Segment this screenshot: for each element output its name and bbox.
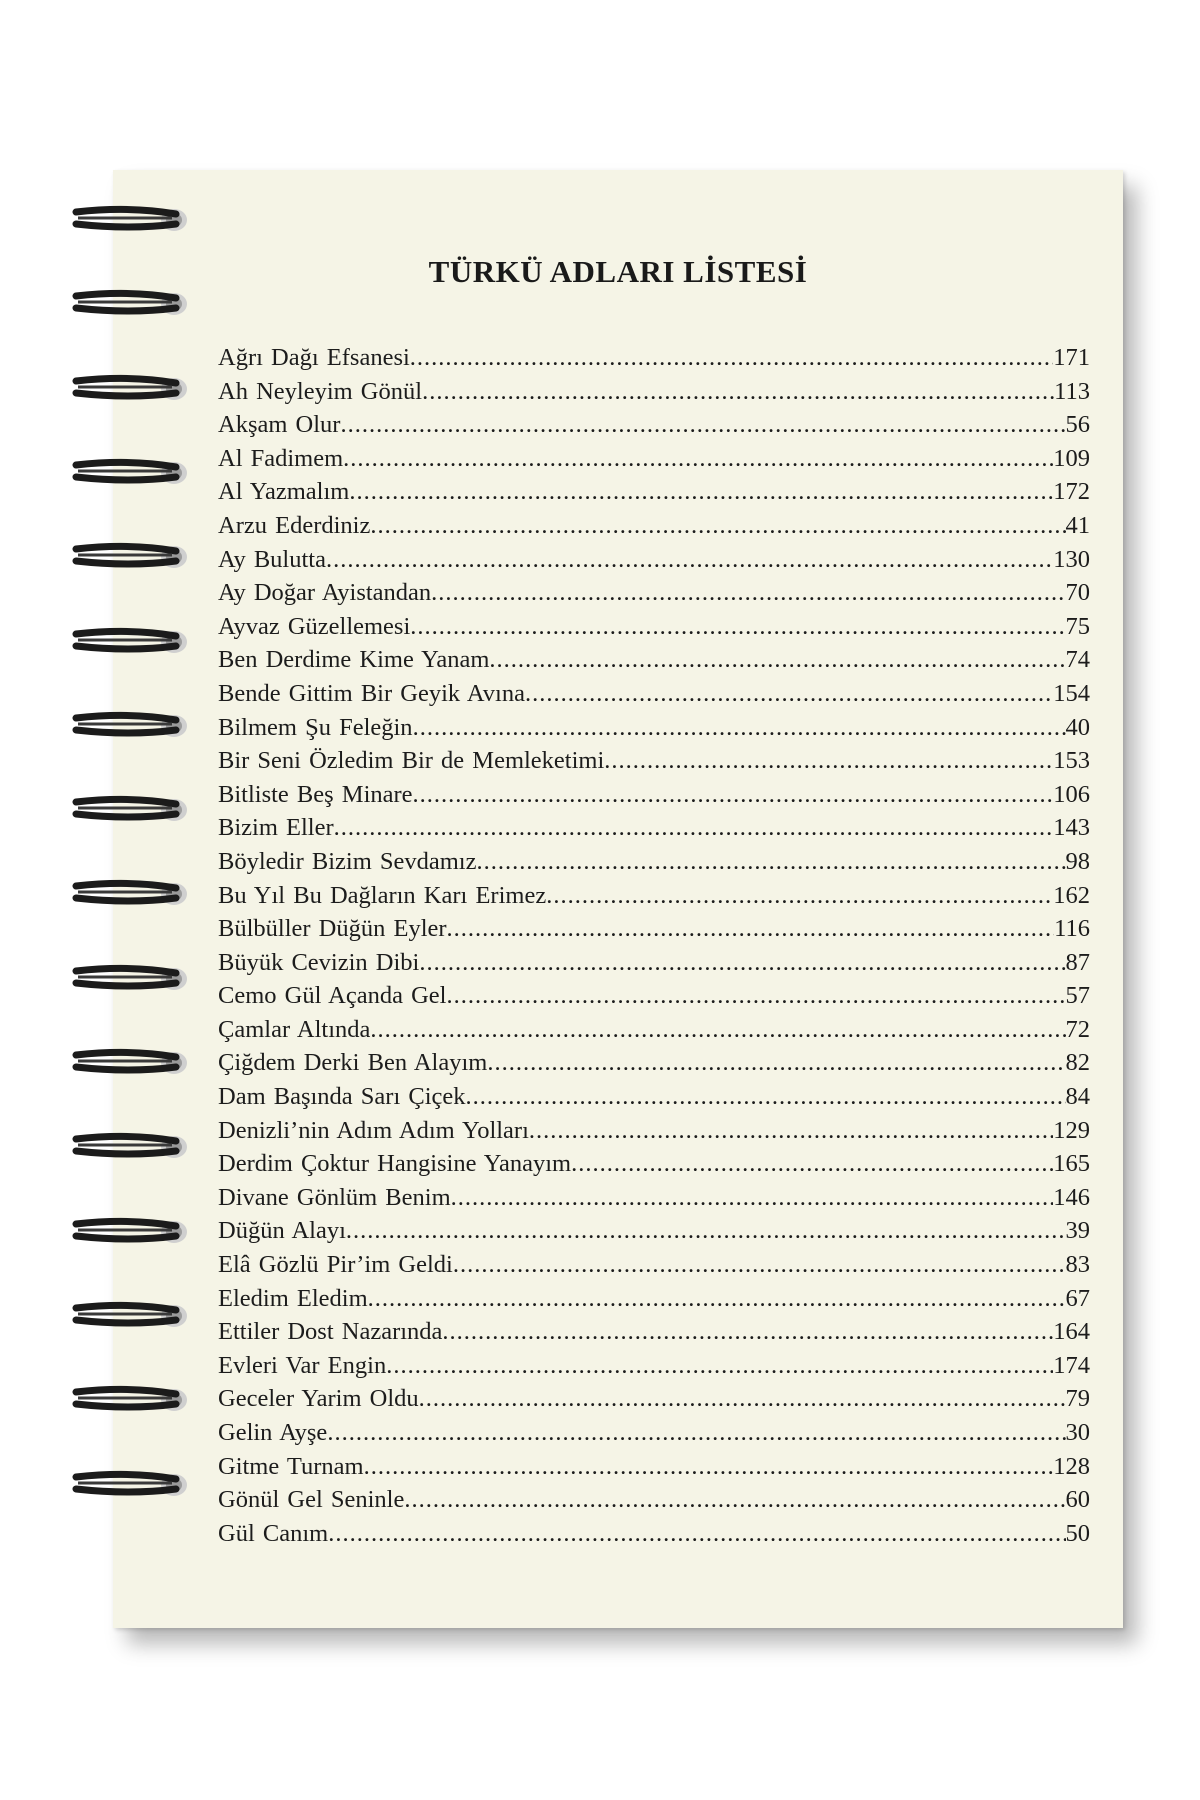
list-item	[218, 1117, 1090, 1151]
dot-leader	[328, 1520, 1065, 1548]
list-item	[218, 1184, 1090, 1218]
page-number: 72	[1065, 1015, 1090, 1043]
dot-leader	[431, 579, 1065, 607]
dot-leader	[422, 378, 1054, 406]
list-item	[218, 1150, 1090, 1184]
page-number: 98	[1065, 847, 1090, 875]
spiral-ring	[72, 624, 190, 658]
page-number: 67	[1065, 1284, 1090, 1312]
list-item	[218, 411, 1090, 445]
page-number: 82	[1065, 1049, 1090, 1077]
song-title: Gönül Gel Seninle	[218, 1486, 405, 1514]
list-item	[218, 445, 1090, 479]
dot-leader	[364, 1453, 1054, 1481]
list-item	[218, 478, 1090, 512]
dot-leader	[489, 646, 1065, 674]
spiral-ring	[72, 1045, 190, 1079]
song-title: Çiğdem Derki Ben Alayım	[218, 1049, 488, 1077]
song-title: Divane Gönlüm Benim	[218, 1183, 451, 1211]
list-item	[218, 1251, 1090, 1285]
list-item	[218, 1083, 1090, 1117]
page-number: 70	[1065, 579, 1090, 607]
list-item	[218, 1486, 1090, 1520]
list-item	[218, 714, 1090, 748]
list-item	[218, 949, 1090, 983]
page-number: 60	[1065, 1486, 1090, 1514]
song-title: Çamlar Altında	[218, 1015, 371, 1043]
page-number: 171	[1053, 344, 1090, 371]
page-number: 116	[1054, 915, 1090, 943]
dot-leader	[571, 1150, 1053, 1178]
dot-leader	[370, 512, 1065, 540]
song-title: Büyük Cevizin Dibi	[218, 948, 420, 976]
list-item	[218, 1385, 1090, 1419]
spiral-ring	[72, 1467, 190, 1501]
list-item	[218, 1217, 1090, 1251]
list-item	[218, 982, 1090, 1016]
dot-leader	[442, 1318, 1053, 1346]
page-number: 130	[1053, 545, 1090, 573]
dot-leader	[326, 546, 1053, 574]
song-title: Bir Seni Özledim Bir de Memleketimi	[218, 747, 605, 775]
list-item	[218, 1520, 1090, 1554]
song-title: Bu Yıl Bu Dağların Karı Erimez	[218, 881, 547, 909]
spiral-ring	[72, 1129, 190, 1163]
spiral-ring	[72, 455, 190, 489]
page-number: 153	[1053, 747, 1090, 775]
dot-leader	[447, 915, 1055, 943]
list-item	[218, 512, 1090, 546]
page-number: 129	[1053, 1116, 1090, 1144]
page-number: 40	[1065, 713, 1090, 741]
dot-leader	[413, 714, 1066, 742]
dot-leader	[413, 781, 1054, 809]
dot-leader	[546, 882, 1053, 910]
dot-leader	[368, 1285, 1066, 1313]
page-number: 154	[1053, 679, 1090, 707]
list-item	[218, 915, 1090, 949]
song-title: Bilmem Şu Feleğin	[218, 713, 413, 741]
song-title: Bizim Eller	[218, 814, 334, 842]
list-item	[218, 1285, 1090, 1319]
song-title: Eledim Eledim	[218, 1284, 368, 1312]
dot-leader	[404, 1486, 1065, 1514]
page-number: 174	[1053, 1351, 1090, 1379]
dot-leader	[447, 982, 1066, 1010]
dot-leader	[343, 445, 1053, 473]
page-number: 109	[1053, 444, 1090, 472]
dot-leader	[327, 1419, 1065, 1447]
song-title: Bitliste Beş Minare	[218, 780, 413, 808]
list-item	[218, 1352, 1090, 1386]
page-number: 84	[1065, 1083, 1090, 1111]
dot-leader	[419, 949, 1065, 977]
list-item	[218, 680, 1090, 714]
page-number: 164	[1053, 1318, 1090, 1346]
list-item	[218, 546, 1090, 580]
song-title: Düğün Alayı	[218, 1217, 346, 1245]
list-item	[218, 1016, 1090, 1050]
song-title: Derdim Çoktur Hangisine Yanayım	[218, 1150, 572, 1178]
spiral-ring	[72, 539, 190, 573]
song-title: Bülbüller Düğün Eyler	[218, 915, 447, 943]
list-item	[218, 378, 1090, 412]
list-item	[218, 344, 1090, 378]
page-number: 143	[1053, 814, 1090, 842]
song-title: Ayvaz Güzellemesi	[218, 612, 411, 640]
dot-leader	[349, 478, 1053, 506]
song-title: Ağrı Dağı Efsanesi	[218, 344, 410, 371]
song-title: Ah Neyleyim Gönül	[218, 377, 423, 405]
list-item	[218, 646, 1090, 680]
song-title: Gitme Turnam	[218, 1452, 364, 1480]
spiral-ring	[72, 961, 190, 995]
page-number: 41	[1065, 511, 1090, 539]
song-title: Al Yazmalım	[218, 478, 350, 506]
list-item	[218, 613, 1090, 647]
song-title: Gelin Ayşe	[218, 1419, 328, 1446]
dot-leader	[410, 613, 1065, 641]
song-title: Gül Canım	[218, 1519, 329, 1547]
dot-leader	[529, 1117, 1053, 1145]
song-title: Al Fadimem	[218, 444, 344, 472]
page-number: 30	[1065, 1419, 1090, 1446]
song-title: Dam Başında Sarı Çiçek	[218, 1083, 466, 1111]
spiral-ring	[72, 286, 190, 320]
page-number: 74	[1065, 646, 1090, 674]
list-item	[218, 579, 1090, 613]
song-title: Denizli’nin Adım Adım Yolları	[218, 1116, 529, 1144]
dot-leader	[604, 747, 1053, 775]
list-item	[218, 814, 1090, 848]
song-title: Ettiler Dost Nazarında	[218, 1318, 443, 1346]
list-item	[218, 882, 1090, 916]
page-number: 165	[1053, 1150, 1090, 1178]
list-item	[218, 1318, 1090, 1352]
spiral-ring	[72, 792, 190, 826]
dot-leader	[386, 1352, 1053, 1380]
page-number: 56	[1065, 411, 1090, 439]
dot-leader	[466, 1083, 1066, 1111]
page-number: 50	[1065, 1519, 1090, 1547]
dot-leader	[370, 1016, 1065, 1044]
spiral-ring	[72, 1382, 190, 1416]
spiral-ring	[72, 202, 190, 236]
list-item	[218, 1419, 1090, 1453]
song-title: Böyledir Bizim Sevdamız	[218, 847, 477, 875]
song-title: Cemo Gül Açanda Gel	[218, 982, 447, 1010]
page-number: 172	[1053, 478, 1090, 506]
song-title: Akşam Olur	[218, 411, 341, 439]
page-number: 162	[1053, 881, 1090, 909]
list-item	[218, 1453, 1090, 1487]
dot-leader	[525, 680, 1053, 708]
song-title: Ay Doğar Ayistandan	[218, 579, 432, 607]
song-title: Geceler Yarim Oldu	[218, 1385, 419, 1413]
page-number: 106	[1053, 780, 1090, 808]
page-number: 83	[1065, 1251, 1090, 1279]
dot-leader	[410, 344, 1053, 372]
list-item	[218, 1049, 1090, 1083]
song-title: Arzu Ederdiniz	[218, 511, 371, 539]
list-item	[218, 781, 1090, 815]
page-number: 57	[1065, 982, 1090, 1010]
dot-leader	[453, 1251, 1066, 1279]
dot-leader	[346, 1217, 1066, 1245]
page-number: 87	[1065, 948, 1090, 976]
dot-leader	[334, 814, 1054, 842]
song-title: Bende Gittim Bir Geyik Avına	[218, 679, 525, 707]
spiral-ring	[72, 371, 190, 405]
page-number: 75	[1065, 612, 1090, 640]
dot-leader	[487, 1049, 1065, 1077]
song-title: Ay Bulutta	[218, 545, 326, 573]
page-title: TÜRKÜ ADLARI LİSTESİ	[428, 254, 808, 289]
spiral-ring	[72, 1298, 190, 1332]
page-number: 79	[1065, 1385, 1090, 1413]
page-number: 113	[1054, 377, 1090, 405]
page-number: 146	[1053, 1183, 1090, 1211]
dot-leader	[477, 848, 1066, 876]
spiral-ring	[72, 708, 190, 742]
song-index-list	[218, 344, 1090, 1553]
list-item	[218, 747, 1090, 781]
list-item	[218, 848, 1090, 882]
song-title: Elâ Gözlü Pir’im Geldi	[218, 1251, 453, 1279]
song-title: Ben Derdime Kime Yanam	[218, 646, 490, 674]
spiral-ring	[72, 1214, 190, 1248]
dot-leader	[451, 1184, 1054, 1212]
page-number: 128	[1053, 1452, 1090, 1480]
spiral-ring	[72, 876, 190, 910]
notebook-page	[113, 170, 1123, 1628]
dot-leader	[419, 1385, 1066, 1413]
dot-leader	[340, 411, 1065, 439]
song-title: Evleri Var Engin	[218, 1351, 387, 1379]
page-number: 39	[1065, 1217, 1090, 1245]
